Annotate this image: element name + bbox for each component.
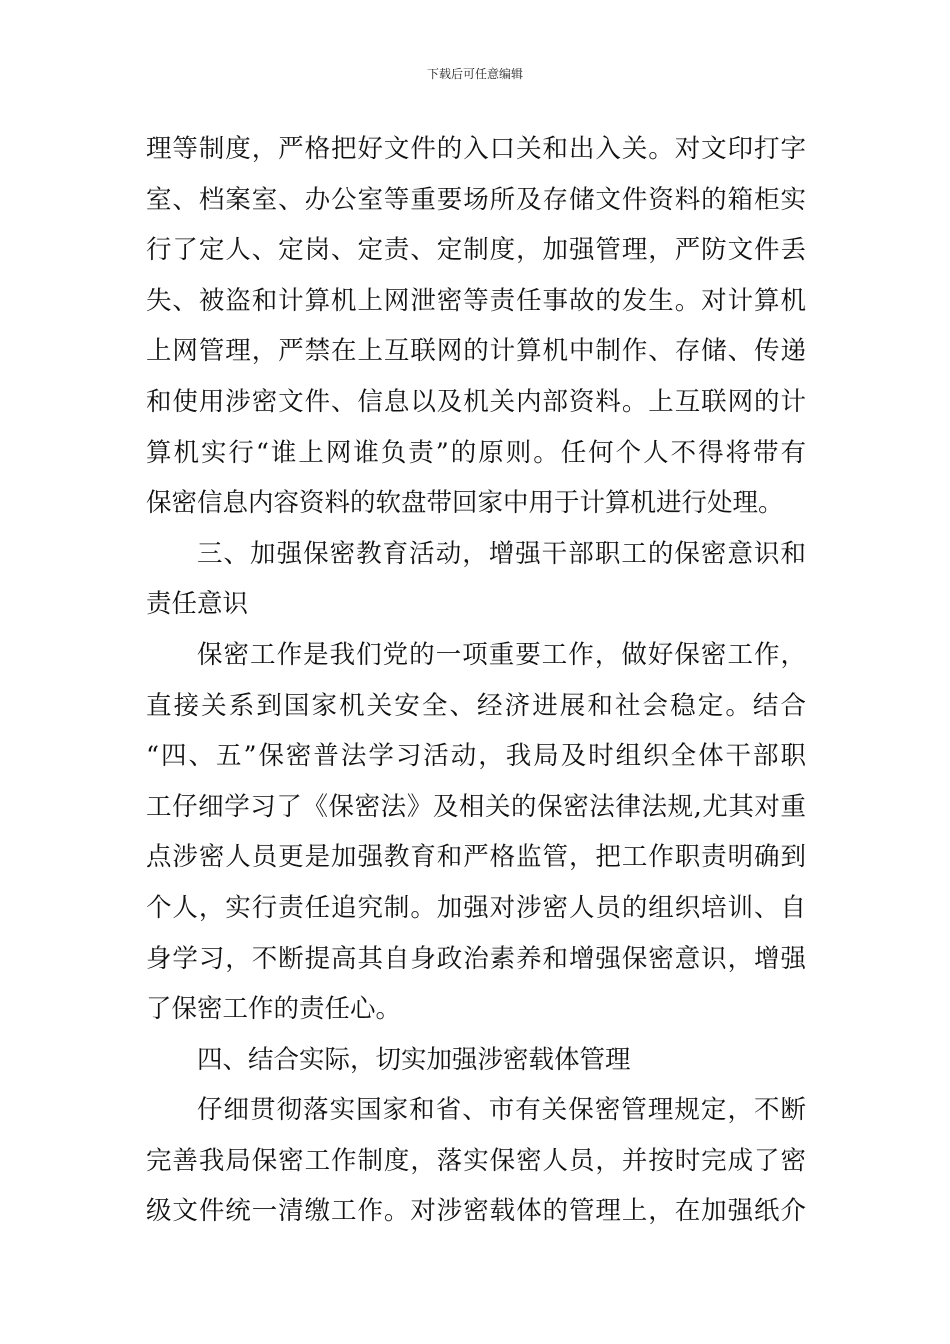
body-line: 仔细贯彻落实国家和省、市有关保密管理规定，不断: [197, 1095, 806, 1126]
body-line: 点涉密人员更是加强教育和严格监管，把工作职责明确到: [146, 842, 806, 873]
body-line: 工仔细学习了《保密法》及相关的保密法律法规,尤其对重: [146, 791, 806, 822]
body-line: 上网管理，严禁在上互联网的计算机中制作、存储、传递: [146, 336, 806, 367]
section-heading-line: 三、加强保密教育活动，增强干部职工的保密意识和: [197, 538, 806, 569]
body-line: “四、五”保密普法学习活动，我局及时组织全体干部职: [146, 741, 806, 772]
body-line: 和使用涉密文件、信息以及机关内部资料。上互联网的计: [146, 386, 806, 417]
page-header: 下载后可任意编辑: [426, 67, 523, 81]
body-line: 室、档案室、办公室等重要场所及存储文件资料的箱柜实: [146, 184, 806, 215]
body-line: 个人，实行责任追究制。加强对涉密人员的组织培训、自: [146, 892, 806, 923]
body-line: 行了定人、定岗、定责、定制度，加强管理，严防文件丢: [146, 235, 806, 266]
body-line: 失、被盗和计算机上网泄密等责任事故的发生。对计算机: [146, 285, 806, 316]
body-line: 直接关系到国家机关安全、经济进展和社会稳定。结合: [146, 690, 806, 721]
body-line: 了保密工作的责任心。: [146, 994, 402, 1025]
section-heading-line: 四、结合实际，切实加强涉密载体管理: [197, 1044, 631, 1075]
body-line: 理等制度，严格把好文件的入口关和出入关。对文印打字: [146, 134, 806, 164]
document-body: [146, 124, 806, 1237]
body-line: 完善我局保密工作制度，落实保密人员，并按时完成了密: [146, 1145, 806, 1176]
body-line: 身学习，不断提高其自身政治素养和增强保密意识，增强: [146, 943, 806, 974]
section-heading-line: 责任意识: [146, 589, 249, 620]
body-line: 保密信息内容资料的软盘带回家中用于计算机进行处理。: [146, 488, 784, 519]
body-line: 算机实行“谁上网谁负责”的原则。任何个人不得将带有: [146, 437, 806, 468]
body-line: 级文件统一清缴工作。对涉密载体的管理上，在加强纸介: [146, 1196, 806, 1227]
body-line: 保密工作是我们党的一项重要工作，做好保密工作，: [197, 639, 806, 670]
